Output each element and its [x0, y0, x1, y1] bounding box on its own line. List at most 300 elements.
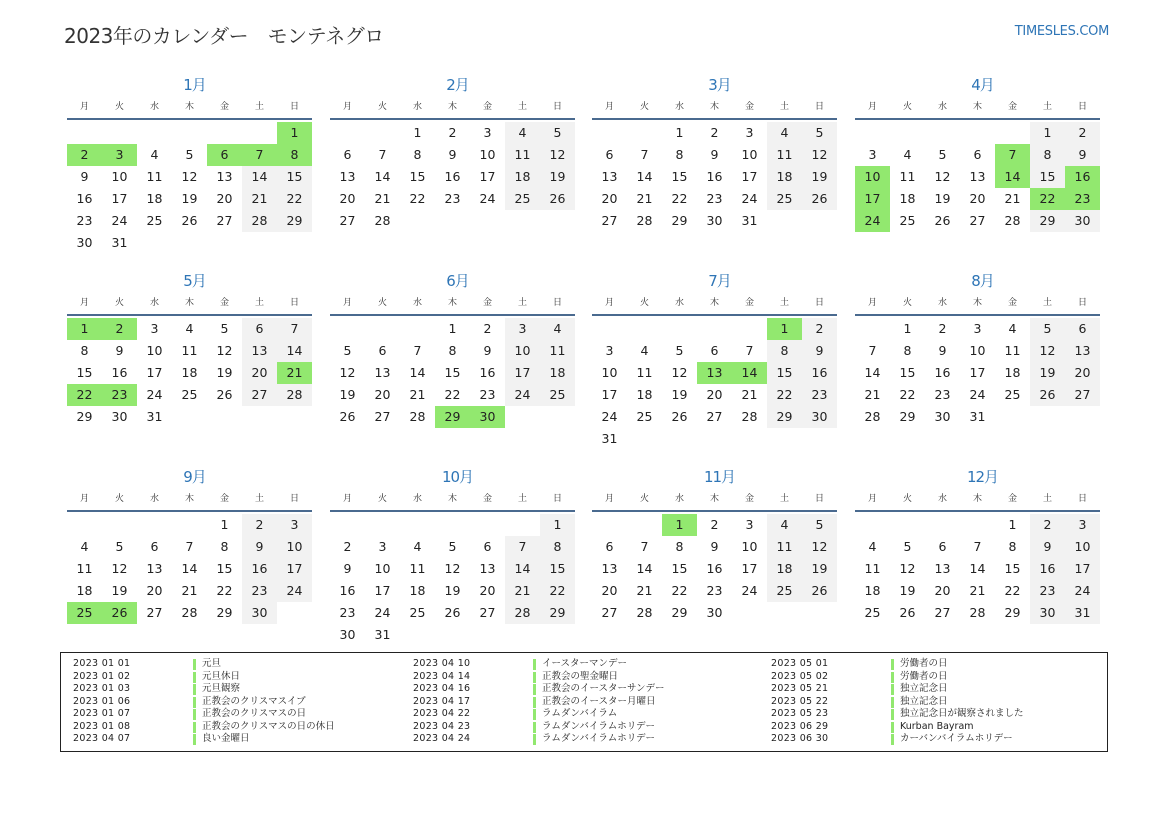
day-cell[interactable]: 26	[102, 602, 137, 624]
day-cell[interactable]: 30	[470, 406, 505, 428]
day-cell[interactable]: 29	[671, 605, 688, 620]
day-cell[interactable]: 7	[640, 147, 649, 162]
day-cell[interactable]: 2	[938, 321, 947, 336]
day-cell[interactable]: 2	[448, 125, 457, 140]
day-cell[interactable]: 7	[868, 343, 877, 358]
day-cell[interactable]: 13	[374, 365, 391, 380]
day-cell[interactable]: 28	[374, 213, 391, 228]
day-cell[interactable]: 11	[76, 561, 93, 576]
day-cell[interactable]: 27	[706, 409, 723, 424]
day-cell[interactable]: 21	[636, 191, 653, 206]
day-cell[interactable]: 26	[899, 605, 916, 620]
day-cell[interactable]: 7	[505, 536, 540, 558]
day-cell[interactable]: 18	[146, 191, 163, 206]
day-cell[interactable]: 28	[1004, 213, 1021, 228]
day-cell[interactable]: 5	[343, 343, 352, 358]
day-cell[interactable]: 15	[767, 362, 802, 384]
day-cell[interactable]: 15	[671, 169, 688, 184]
day-cell[interactable]: 10	[146, 343, 163, 358]
day-cell[interactable]: 19	[802, 166, 837, 188]
day-cell[interactable]: 27	[601, 213, 618, 228]
day-cell[interactable]: 18	[181, 365, 198, 380]
day-cell[interactable]: 8	[903, 343, 912, 358]
day-cell[interactable]: 30	[111, 409, 128, 424]
day-cell[interactable]: 18	[767, 166, 802, 188]
day-cell[interactable]: 23	[242, 580, 277, 602]
day-cell[interactable]: 12	[181, 169, 198, 184]
day-cell[interactable]: 5	[185, 147, 194, 162]
day-cell[interactable]: 20	[1065, 362, 1100, 384]
day-cell[interactable]: 18	[505, 166, 540, 188]
day-cell[interactable]: 22	[444, 387, 461, 402]
day-cell[interactable]: 18	[76, 583, 93, 598]
day-cell[interactable]: 21	[242, 188, 277, 210]
day-cell[interactable]: 19	[1030, 362, 1065, 384]
day-cell[interactable]: 24	[741, 583, 758, 598]
day-cell[interactable]: 22	[899, 387, 916, 402]
day-cell[interactable]: 8	[277, 144, 312, 166]
day-cell[interactable]: 18	[767, 558, 802, 580]
day-cell[interactable]: 13	[146, 561, 163, 576]
day-cell[interactable]: 22	[671, 583, 688, 598]
day-cell[interactable]: 31	[741, 213, 758, 228]
day-cell[interactable]: 6	[710, 343, 719, 358]
day-cell[interactable]: 11	[505, 144, 540, 166]
day-cell[interactable]: 20	[374, 387, 391, 402]
day-cell[interactable]: 6	[1065, 318, 1100, 340]
day-cell[interactable]: 15	[216, 561, 233, 576]
day-cell[interactable]: 9	[115, 343, 124, 358]
day-cell[interactable]: 31	[601, 431, 618, 446]
day-cell[interactable]: 22	[1030, 188, 1065, 210]
day-cell[interactable]: 25	[409, 605, 426, 620]
day-cell[interactable]: 5	[540, 122, 575, 144]
day-cell[interactable]: 10	[277, 536, 312, 558]
day-cell[interactable]: 29	[1030, 210, 1065, 232]
day-cell[interactable]: 3	[868, 147, 877, 162]
day-cell[interactable]: 15	[76, 365, 93, 380]
day-cell[interactable]: 19	[444, 583, 461, 598]
day-cell[interactable]: 8	[1030, 144, 1065, 166]
day-cell[interactable]: 2	[710, 125, 719, 140]
day-cell[interactable]: 27	[339, 213, 356, 228]
day-cell[interactable]: 18	[1004, 365, 1021, 380]
day-cell[interactable]: 21	[636, 583, 653, 598]
day-cell[interactable]: 12	[802, 536, 837, 558]
day-cell[interactable]: 19	[899, 583, 916, 598]
day-cell[interactable]: 28	[636, 213, 653, 228]
day-cell[interactable]: 1	[448, 321, 457, 336]
day-cell[interactable]: 16	[444, 169, 461, 184]
day-cell[interactable]: 3	[150, 321, 159, 336]
day-cell[interactable]: 13	[601, 169, 618, 184]
day-cell[interactable]: 17	[374, 583, 391, 598]
day-cell[interactable]: 3	[745, 125, 754, 140]
day-cell[interactable]: 20	[242, 362, 277, 384]
day-cell[interactable]: 12	[671, 365, 688, 380]
day-cell[interactable]: 20	[706, 387, 723, 402]
day-cell[interactable]: 15	[1030, 166, 1065, 188]
day-cell[interactable]: 11	[540, 340, 575, 362]
day-cell[interactable]: 6	[938, 539, 947, 554]
day-cell[interactable]: 3	[483, 125, 492, 140]
day-cell[interactable]: 25	[1004, 387, 1021, 402]
day-cell[interactable]: 23	[1030, 580, 1065, 602]
day-cell[interactable]: 6	[483, 539, 492, 554]
day-cell[interactable]: 4	[640, 343, 649, 358]
day-cell[interactable]: 8	[767, 340, 802, 362]
day-cell[interactable]: 16	[76, 191, 93, 206]
day-cell[interactable]: 24	[601, 409, 618, 424]
day-cell[interactable]: 19	[540, 166, 575, 188]
day-cell[interactable]: 11	[899, 169, 916, 184]
day-cell[interactable]: 1	[67, 318, 102, 340]
day-cell[interactable]: 27	[216, 213, 233, 228]
day-cell[interactable]: 24	[111, 213, 128, 228]
day-cell[interactable]: 27	[146, 605, 163, 620]
day-cell[interactable]: 8	[1008, 539, 1017, 554]
day-cell[interactable]: 9	[80, 169, 89, 184]
day-cell[interactable]: 16	[242, 558, 277, 580]
day-cell[interactable]: 21	[741, 387, 758, 402]
day-cell[interactable]: 27	[479, 605, 496, 620]
day-cell[interactable]: 3	[605, 343, 614, 358]
day-cell[interactable]: 27	[969, 213, 986, 228]
day-cell[interactable]: 15	[444, 365, 461, 380]
day-cell[interactable]: 18	[899, 191, 916, 206]
day-cell[interactable]: 5	[1030, 318, 1065, 340]
day-cell[interactable]: 26	[181, 213, 198, 228]
day-cell[interactable]: 7	[973, 539, 982, 554]
day-cell[interactable]: 27	[242, 384, 277, 406]
day-cell[interactable]: 11	[146, 169, 163, 184]
day-cell[interactable]: 16	[1030, 558, 1065, 580]
day-cell[interactable]: 21	[864, 387, 881, 402]
day-cell[interactable]: 7	[995, 144, 1030, 166]
day-cell[interactable]: 24	[374, 605, 391, 620]
day-cell[interactable]: 22	[671, 191, 688, 206]
day-cell[interactable]: 12	[540, 144, 575, 166]
day-cell[interactable]: 10	[479, 147, 496, 162]
day-cell[interactable]: 10	[601, 365, 618, 380]
day-cell[interactable]: 12	[934, 169, 951, 184]
day-cell[interactable]: 14	[181, 561, 198, 576]
day-cell[interactable]: 29	[899, 409, 916, 424]
day-cell[interactable]: 9	[448, 147, 457, 162]
day-cell[interactable]: 28	[636, 605, 653, 620]
day-cell[interactable]: 15	[1004, 561, 1021, 576]
day-cell[interactable]: 21	[409, 387, 426, 402]
day-cell[interactable]: 18	[540, 362, 575, 384]
day-cell[interactable]: 17	[479, 169, 496, 184]
day-cell[interactable]: 1	[903, 321, 912, 336]
day-cell[interactable]: 13	[216, 169, 233, 184]
day-cell[interactable]: 31	[111, 235, 128, 250]
day-cell[interactable]: 14	[374, 169, 391, 184]
day-cell[interactable]: 1	[767, 318, 802, 340]
day-cell[interactable]: 24	[1065, 580, 1100, 602]
day-cell[interactable]: 6	[207, 144, 242, 166]
day-cell[interactable]: 10	[741, 539, 758, 554]
day-cell[interactable]: 10	[374, 561, 391, 576]
day-cell[interactable]: 14	[969, 561, 986, 576]
day-cell[interactable]: 20	[601, 191, 618, 206]
day-cell[interactable]: 14	[505, 558, 540, 580]
day-cell[interactable]: 24	[969, 387, 986, 402]
day-cell[interactable]: 5	[115, 539, 124, 554]
day-cell[interactable]: 13	[339, 169, 356, 184]
day-cell[interactable]: 20	[339, 191, 356, 206]
day-cell[interactable]: 7	[640, 539, 649, 554]
day-cell[interactable]: 11	[409, 561, 426, 576]
day-cell[interactable]: 23	[102, 384, 137, 406]
day-cell[interactable]: 17	[969, 365, 986, 380]
day-cell[interactable]: 28	[505, 602, 540, 624]
day-cell[interactable]: 17	[741, 169, 758, 184]
day-cell[interactable]: 20	[969, 191, 986, 206]
day-cell[interactable]: 9	[710, 539, 719, 554]
day-cell[interactable]: 12	[802, 144, 837, 166]
day-cell[interactable]: 29	[216, 605, 233, 620]
day-cell[interactable]: 10	[505, 340, 540, 362]
day-cell[interactable]: 22	[540, 580, 575, 602]
day-cell[interactable]: 21	[181, 583, 198, 598]
day-cell[interactable]: 28	[277, 384, 312, 406]
day-cell[interactable]: 17	[277, 558, 312, 580]
day-cell[interactable]: 20	[479, 583, 496, 598]
day-cell[interactable]: 4	[185, 321, 194, 336]
day-cell[interactable]: 22	[1004, 583, 1021, 598]
day-cell[interactable]: 8	[448, 343, 457, 358]
day-cell[interactable]: 14	[636, 561, 653, 576]
day-cell[interactable]: 17	[741, 561, 758, 576]
day-cell[interactable]: 2	[1065, 122, 1100, 144]
day-cell[interactable]: 20	[934, 583, 951, 598]
day-cell[interactable]: 14	[636, 169, 653, 184]
day-cell[interactable]: 23	[1065, 188, 1100, 210]
day-cell[interactable]: 5	[802, 122, 837, 144]
day-cell[interactable]: 21	[374, 191, 391, 206]
day-cell[interactable]: 27	[934, 605, 951, 620]
day-cell[interactable]: 17	[855, 188, 890, 210]
day-cell[interactable]: 29	[76, 409, 93, 424]
day-cell[interactable]: 18	[636, 387, 653, 402]
day-cell[interactable]: 4	[868, 539, 877, 554]
day-cell[interactable]: 19	[339, 387, 356, 402]
day-cell[interactable]: 28	[181, 605, 198, 620]
day-cell[interactable]: 7	[413, 343, 422, 358]
day-cell[interactable]: 12	[339, 365, 356, 380]
day-cell[interactable]: 1	[675, 125, 684, 140]
day-cell[interactable]: 24	[505, 384, 540, 406]
day-cell[interactable]: 19	[181, 191, 198, 206]
day-cell[interactable]: 9	[802, 340, 837, 362]
day-cell[interactable]: 8	[675, 147, 684, 162]
day-cell[interactable]: 17	[601, 387, 618, 402]
day-cell[interactable]: 25	[899, 213, 916, 228]
day-cell[interactable]: 2	[102, 318, 137, 340]
day-cell[interactable]: 4	[150, 147, 159, 162]
day-cell[interactable]: 25	[767, 188, 802, 210]
day-cell[interactable]: 7	[242, 144, 277, 166]
day-cell[interactable]: 24	[146, 387, 163, 402]
day-cell[interactable]: 29	[767, 406, 802, 428]
day-cell[interactable]: 14	[864, 365, 881, 380]
day-cell[interactable]: 13	[601, 561, 618, 576]
day-cell[interactable]: 4	[540, 318, 575, 340]
day-cell[interactable]: 1	[662, 514, 697, 536]
day-cell[interactable]: 15	[540, 558, 575, 580]
day-cell[interactable]: 15	[409, 169, 426, 184]
day-cell[interactable]: 11	[864, 561, 881, 576]
day-cell[interactable]: 28	[969, 605, 986, 620]
day-cell[interactable]: 5	[448, 539, 457, 554]
day-cell[interactable]: 18	[864, 583, 881, 598]
day-cell[interactable]: 13	[479, 561, 496, 576]
day-cell[interactable]: 3	[102, 144, 137, 166]
day-cell[interactable]: 29	[540, 602, 575, 624]
day-cell[interactable]: 3	[505, 318, 540, 340]
day-cell[interactable]: 4	[505, 122, 540, 144]
day-cell[interactable]: 7	[185, 539, 194, 554]
day-cell[interactable]: 12	[1030, 340, 1065, 362]
day-cell[interactable]: 24	[479, 191, 496, 206]
day-cell[interactable]: 28	[409, 409, 426, 424]
day-cell[interactable]: 26	[802, 580, 837, 602]
day-cell[interactable]: 9	[1030, 536, 1065, 558]
day-cell[interactable]: 3	[1065, 514, 1100, 536]
day-cell[interactable]: 3	[277, 514, 312, 536]
day-cell[interactable]: 3	[973, 321, 982, 336]
day-cell[interactable]: 14	[242, 166, 277, 188]
day-cell[interactable]: 28	[741, 409, 758, 424]
day-cell[interactable]: 26	[540, 188, 575, 210]
day-cell[interactable]: 21	[505, 580, 540, 602]
day-cell[interactable]: 20	[146, 583, 163, 598]
day-cell[interactable]: 25	[146, 213, 163, 228]
day-cell[interactable]: 23	[706, 583, 723, 598]
day-cell[interactable]: 13	[697, 362, 732, 384]
day-cell[interactable]: 26	[671, 409, 688, 424]
day-cell[interactable]: 19	[671, 387, 688, 402]
day-cell[interactable]: 20	[216, 191, 233, 206]
day-cell[interactable]: 23	[76, 213, 93, 228]
day-cell[interactable]: 31	[969, 409, 986, 424]
day-cell[interactable]: 15	[899, 365, 916, 380]
day-cell[interactable]: 5	[938, 147, 947, 162]
day-cell[interactable]: 24	[855, 210, 890, 232]
day-cell[interactable]: 1	[413, 125, 422, 140]
day-cell[interactable]: 13	[969, 169, 986, 184]
day-cell[interactable]: 17	[1065, 558, 1100, 580]
day-cell[interactable]: 18	[409, 583, 426, 598]
day-cell[interactable]: 22	[67, 384, 102, 406]
day-cell[interactable]: 25	[767, 580, 802, 602]
day-cell[interactable]: 6	[242, 318, 277, 340]
day-cell[interactable]: 10	[1065, 536, 1100, 558]
day-cell[interactable]: 28	[242, 210, 277, 232]
day-cell[interactable]: 9	[483, 343, 492, 358]
day-cell[interactable]: 12	[216, 343, 233, 358]
day-cell[interactable]: 31	[374, 627, 391, 642]
day-cell[interactable]: 2	[483, 321, 492, 336]
day-cell[interactable]: 11	[636, 365, 653, 380]
day-cell[interactable]: 6	[605, 147, 614, 162]
day-cell[interactable]: 24	[277, 580, 312, 602]
day-cell[interactable]: 12	[111, 561, 128, 576]
day-cell[interactable]: 25	[67, 602, 102, 624]
day-cell[interactable]: 3	[745, 517, 754, 532]
day-cell[interactable]: 26	[339, 409, 356, 424]
day-cell[interactable]: 16	[1065, 166, 1100, 188]
day-cell[interactable]: 16	[706, 561, 723, 576]
day-cell[interactable]: 27	[1065, 384, 1100, 406]
day-cell[interactable]: 19	[802, 558, 837, 580]
day-cell[interactable]: 8	[413, 147, 422, 162]
day-cell[interactable]: 29	[671, 213, 688, 228]
day-cell[interactable]: 11	[767, 144, 802, 166]
day-cell[interactable]: 27	[374, 409, 391, 424]
day-cell[interactable]: 30	[934, 409, 951, 424]
day-cell[interactable]: 5	[802, 514, 837, 536]
day-cell[interactable]: 22	[409, 191, 426, 206]
day-cell[interactable]: 26	[1030, 384, 1065, 406]
day-cell[interactable]: 24	[741, 191, 758, 206]
day-cell[interactable]: 23	[934, 387, 951, 402]
day-cell[interactable]: 31	[146, 409, 163, 424]
day-cell[interactable]: 27	[601, 605, 618, 620]
day-cell[interactable]: 16	[934, 365, 951, 380]
day-cell[interactable]: 11	[1004, 343, 1021, 358]
day-cell[interactable]: 11	[181, 343, 198, 358]
day-cell[interactable]: 16	[339, 583, 356, 598]
day-cell[interactable]: 14	[995, 166, 1030, 188]
day-cell[interactable]: 25	[181, 387, 198, 402]
day-cell[interactable]: 4	[767, 122, 802, 144]
day-cell[interactable]: 14	[277, 340, 312, 362]
day-cell[interactable]: 25	[540, 384, 575, 406]
day-cell[interactable]: 9	[343, 561, 352, 576]
day-cell[interactable]: 29	[1004, 605, 1021, 620]
day-cell[interactable]: 25	[505, 188, 540, 210]
day-cell[interactable]: 17	[146, 365, 163, 380]
day-cell[interactable]: 12	[899, 561, 916, 576]
day-cell[interactable]: 2	[802, 318, 837, 340]
day-cell[interactable]: 4	[903, 147, 912, 162]
day-cell[interactable]: 6	[605, 539, 614, 554]
day-cell[interactable]: 11	[767, 536, 802, 558]
day-cell[interactable]: 16	[479, 365, 496, 380]
day-cell[interactable]: 21	[1004, 191, 1021, 206]
day-cell[interactable]: 12	[444, 561, 461, 576]
day-cell[interactable]: 10	[969, 343, 986, 358]
day-cell[interactable]: 30	[1065, 210, 1100, 232]
day-cell[interactable]: 15	[277, 166, 312, 188]
day-cell[interactable]: 1	[540, 514, 575, 536]
day-cell[interactable]: 22	[277, 188, 312, 210]
day-cell[interactable]: 15	[671, 561, 688, 576]
day-cell[interactable]: 2	[242, 514, 277, 536]
day-cell[interactable]: 2	[710, 517, 719, 532]
day-cell[interactable]: 26	[934, 213, 951, 228]
day-cell[interactable]: 6	[378, 343, 387, 358]
day-cell[interactable]: 21	[969, 583, 986, 598]
day-cell[interactable]: 7	[378, 147, 387, 162]
day-cell[interactable]: 4	[80, 539, 89, 554]
day-cell[interactable]: 8	[80, 343, 89, 358]
day-cell[interactable]: 17	[505, 362, 540, 384]
site-link[interactable]: TIMESLES.COM	[1014, 24, 1109, 39]
